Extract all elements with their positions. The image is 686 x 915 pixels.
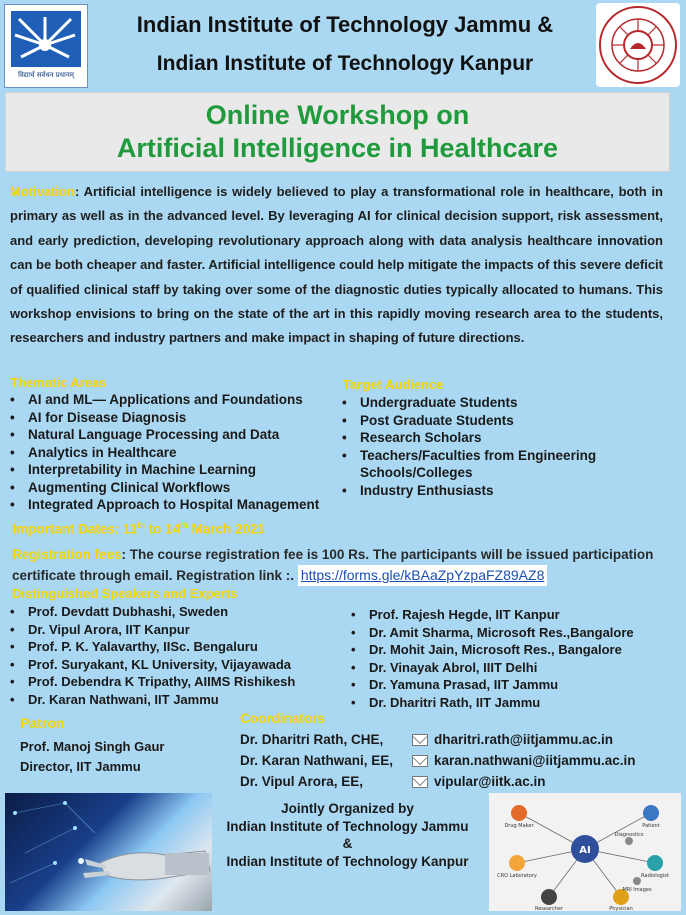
- list-item: • Dr. Amit Sharma, Microsoft Res.,Bangalore: [349, 624, 679, 642]
- coordinator-email[interactable]: vipular@iitk.ac.in: [434, 774, 546, 789]
- iit-kanpur-logo: [596, 3, 680, 87]
- list-item: • Teachers/Faculties from Engineering Schools/Colleges: [340, 447, 640, 482]
- list-item: • Prof. Suryakant, KL University, Vijayawada: [8, 656, 348, 674]
- diagram-label: CRO Laboratory: [497, 873, 537, 879]
- dates-day1: 11: [123, 521, 138, 537]
- list-item: • Augmenting Clinical Workflows: [8, 479, 353, 497]
- list-item: • Dr. Karan Nathwani, IIT Jammu: [8, 691, 348, 709]
- diagram-label: Physician: [609, 906, 633, 911]
- title-line-2: Artificial Intelligence in Healthcare: [116, 133, 559, 163]
- email-icon: [412, 734, 428, 746]
- patron-name: Prof. Manoj Singh Gaur: [20, 739, 165, 754]
- title-box: [5, 92, 670, 172]
- diagram-label: Patient: [642, 823, 660, 829]
- coordinator-email[interactable]: dharitri.rath@iitjammu.ac.in: [434, 732, 613, 747]
- joint-line-4: Indian Institute of Technology Kanpur: [226, 853, 469, 869]
- list-item: • Dr. Vinayak Abrol, IIIT Delhi: [349, 659, 679, 677]
- email-icon: [412, 776, 428, 788]
- motivation-label: Motivation: [10, 184, 75, 199]
- list-item: • Undergraduate Students: [340, 394, 640, 412]
- header-line-2: Indian Institute of Technology Kanpur: [156, 52, 534, 75]
- iit-jammu-logo: [4, 4, 88, 88]
- joint-line-3: &: [342, 836, 353, 851]
- list-item: • Dr. Dharitri Rath, IIT Jammu: [349, 694, 679, 712]
- coordinator-row: [240, 771, 680, 792]
- robot-hand-image: [5, 793, 212, 911]
- list-item: • Integrated Approach to Hospital Management: [8, 496, 353, 514]
- logo-motto: विद्यार्थ सर्वधन प्रधानम्: [18, 71, 74, 79]
- coordinator-name: Dr. Vipul Arora, EE,: [240, 774, 364, 789]
- list-item: • Dr. Vipul Arora, IIT Kanpur: [8, 621, 348, 639]
- patron-heading: Patron: [20, 715, 65, 731]
- email-icon: [412, 755, 428, 767]
- target-list: [340, 394, 640, 499]
- coordinator-name: Dr. Karan Nathwani, EE,: [240, 753, 394, 768]
- title-line-1: Online Workshop on: [205, 100, 470, 130]
- ai-healthcare-diagram: [489, 793, 681, 911]
- patron-block: [20, 737, 164, 777]
- diagram-center: AI: [579, 845, 591, 856]
- list-item: • Analytics in Healthcare: [8, 444, 353, 462]
- dates-sup1: th: [137, 521, 145, 530]
- list-item: • AI for Disease Diagnosis: [8, 409, 353, 427]
- thematic-list: [8, 391, 353, 514]
- list-item: • Post Graduate Students: [340, 412, 640, 430]
- speakers-left-list: [8, 603, 348, 708]
- speakers-right-list: [349, 606, 679, 711]
- important-dates: [12, 521, 265, 537]
- list-item: • Prof. Debendra K Tripathy, AIIMS Rishikesh: [8, 673, 348, 691]
- patron-role: Director, IIT Jammu: [20, 759, 141, 774]
- fees-label: Registration fees: [12, 547, 122, 562]
- list-item: • Natural Language Processing and Data: [8, 426, 353, 444]
- coordinator-email[interactable]: karan.nathwani@iitjammu.ac.in: [434, 753, 636, 768]
- motivation-text: : Artificial intelligence is widely believed to play a transformational role in healthcare, both in primary as well as in the advanced level. By leveraging AI for clinical decision support, risk assessment, and early prediction, developing revolutionary approach along with data analysis healthcare innovation can be both cheaper and faster. Artificial intelligence could help mitigate the impacts of this severe deficit of qualified clinical staff by taking over some of the diagnostic duties typically allocated to humans. This workshop envisions to bring on the state of the art in this rapidly moving research area to the students, researchers and industry partners and make impact in shaping of future directions.: [10, 184, 663, 346]
- registration-fees: [12, 544, 672, 586]
- diagram-label: Diagnostics: [614, 832, 644, 838]
- dates-mid: to 14: [144, 521, 181, 537]
- list-item: • Dr. Yamuna Prasad, IIT Jammu: [349, 676, 679, 694]
- registration-link[interactable]: https://forms.gle/kBAaZpYzpaFZ89AZ8: [298, 565, 548, 586]
- speakers-heading: Distinguished Speakers and Experts: [12, 586, 238, 601]
- joint-line-1: Jointly Organized by: [281, 801, 414, 816]
- diagram-label: MRI Images: [622, 887, 652, 893]
- dates-sup2: th: [180, 521, 188, 530]
- list-item: • Prof. P. K. Yalavarthy, IISc. Bengaluru: [8, 638, 348, 656]
- list-item: • Interpretability in Machine Learning: [8, 461, 353, 479]
- coordinator-row: [240, 729, 680, 750]
- list-item: • Prof. Devdatt Dubhashi, Sweden: [8, 603, 348, 621]
- dates-end: March 2021: [187, 521, 265, 537]
- header-line-1: Indian Institute of Technology Jammu &: [136, 12, 554, 37]
- list-item: • Prof. Rajesh Hegde, IIT Kanpur: [349, 606, 679, 624]
- joint-line-2: Indian Institute of Technology Jammu: [226, 818, 469, 834]
- thematic-heading: Thematic Areas: [10, 375, 107, 390]
- target-heading: Target Audience: [343, 377, 444, 392]
- list-item: • AI and ML— Applications and Foundations: [8, 391, 353, 409]
- diagram-label: Drug Maker: [504, 823, 534, 829]
- list-item: • Industry Enthusiasts: [340, 482, 640, 500]
- coordinator-row: [240, 750, 680, 771]
- fees-text: : The course registration fee is 100 Rs. The participants will be issued participation certificate through email. Registration link :.: [12, 547, 654, 583]
- coordinators-list: [240, 729, 680, 792]
- coordinator-name: Dr. Dharitri Rath, CHE,: [240, 732, 384, 747]
- jointly-organized: [210, 800, 485, 870]
- list-item: • Dr. Mohit Jain, Microsoft Res., Bangalore: [349, 641, 679, 659]
- diagram-label: Radiologist: [641, 873, 669, 879]
- diagram-label: Researcher: [534, 906, 564, 911]
- coordinators-heading: Coordinators: [240, 711, 325, 726]
- motivation-paragraph: [10, 180, 663, 351]
- list-item: • Research Scholars: [340, 429, 640, 447]
- dates-label: Important Dates:: [12, 521, 124, 537]
